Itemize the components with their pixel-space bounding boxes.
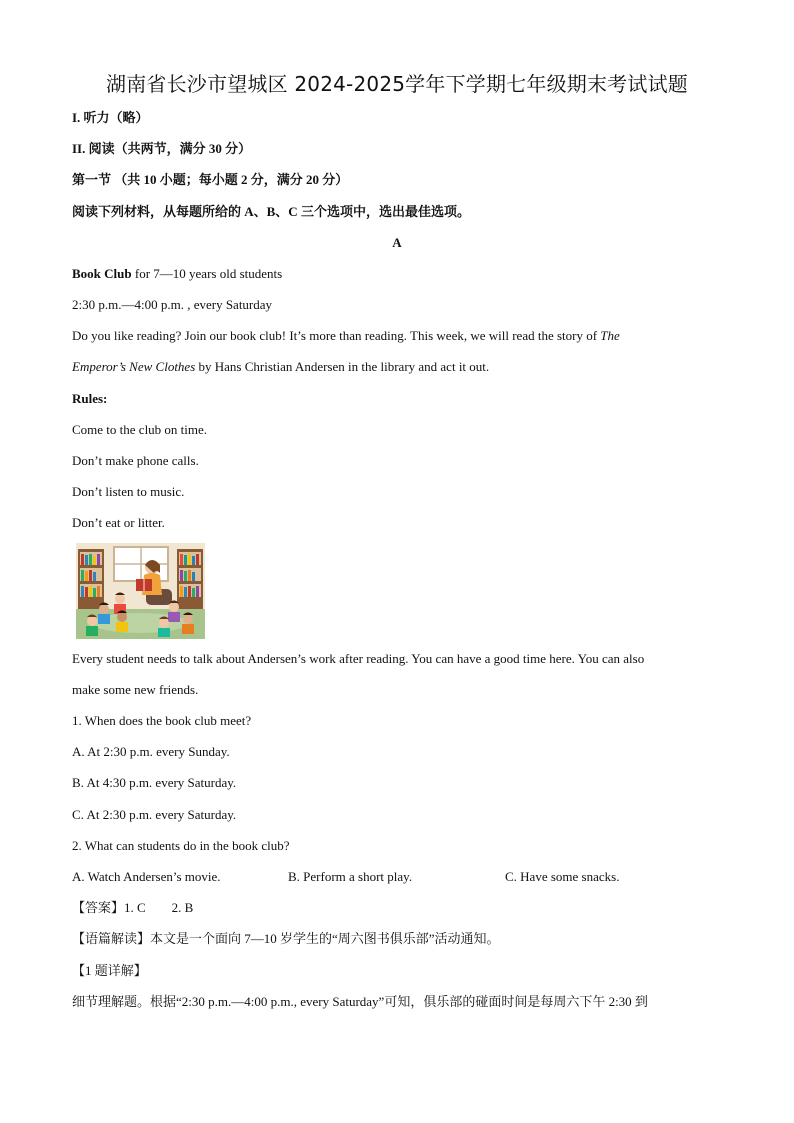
- question-2-option-a: A. Watch Andersen’s movie.: [72, 869, 221, 884]
- section-reading: II. 阅读（共两节，满分 30 分）: [72, 141, 252, 156]
- question-1-stem: 1. When does the book club meet?: [72, 713, 252, 728]
- answer-text: 1. C 2. B: [124, 900, 194, 915]
- reading-instruction: 阅读下列材料，从每题所给的 A、B、C 三个选项中，选出最佳选项。: [72, 204, 470, 219]
- club-heading: [72, 266, 282, 282]
- question-1-option-a: A. At 2:30 p.m. every Sunday.: [72, 744, 230, 759]
- detail-heading: 【1 题详解】: [72, 963, 147, 978]
- rule-item: Don’t make phone calls.: [72, 453, 199, 468]
- detail-text: 细节理解题。根据“2:30 p.m.—4:00 p.m., every Saturday”可知，俱乐部的碰面时间是每周六下午 2:30 到: [72, 994, 648, 1009]
- club-time: 2:30 p.m.—4:00 p.m. , every Saturday: [72, 297, 273, 312]
- question-2-option-c: C. Have some snacks.: [505, 869, 620, 884]
- exam-title: 湖南省长沙市望城区 2024-2025学年下学期七年级期末考试试题: [106, 72, 688, 96]
- section-listening: I. 听力（略）: [72, 110, 149, 125]
- intro-text: Do you like reading? Join our book club! It’s more than reading. This week, we will read the story of: [72, 328, 601, 343]
- club-audience: for 7—10 years old students: [131, 266, 283, 281]
- passage-intro-line2: [72, 359, 489, 375]
- question-1-option-c: C. At 2:30 p.m. every Saturday.: [72, 807, 237, 822]
- analysis-text: 本文是一个面向 7—10 岁学生的“周六图书俱乐部”活动通知。: [150, 931, 500, 946]
- closing-line1: Every student needs to talk about Andersen’s work after reading. You can have a good time here. You can also: [72, 651, 645, 666]
- rule-item: Don’t listen to music.: [72, 484, 185, 499]
- answer-line: [72, 900, 193, 916]
- question-1-option-b: B. At 4:30 p.m. every Saturday.: [72, 775, 237, 790]
- question-2-option-b: B. Perform a short play.: [288, 869, 413, 884]
- analysis-label: 【语篇解读】: [72, 931, 151, 946]
- passage-letter: A: [392, 235, 402, 250]
- answer-label: 【答案】: [72, 900, 125, 915]
- question-2-stem: 2. What can students do in the book club?: [72, 838, 290, 853]
- section-part1: 第一节 （共 10 小题；每小题 2 分，满分 20 分）: [72, 172, 349, 187]
- rules-heading: Rules:: [72, 391, 108, 406]
- passage-intro-line1: [72, 328, 620, 344]
- book-club-illustration: [76, 543, 205, 639]
- intro-text-end: by Hans Christian Andersen in the library and act it out.: [195, 359, 490, 374]
- book-title-end: Emperor’s New Clothes: [72, 359, 196, 374]
- analysis-line: [72, 931, 500, 947]
- book-title-start: The: [600, 328, 620, 343]
- club-name: Book Club: [72, 266, 132, 281]
- rule-item: Don’t eat or litter.: [72, 515, 165, 530]
- closing-line2: make some new friends.: [72, 682, 199, 697]
- rule-item: Come to the club on time.: [72, 422, 208, 437]
